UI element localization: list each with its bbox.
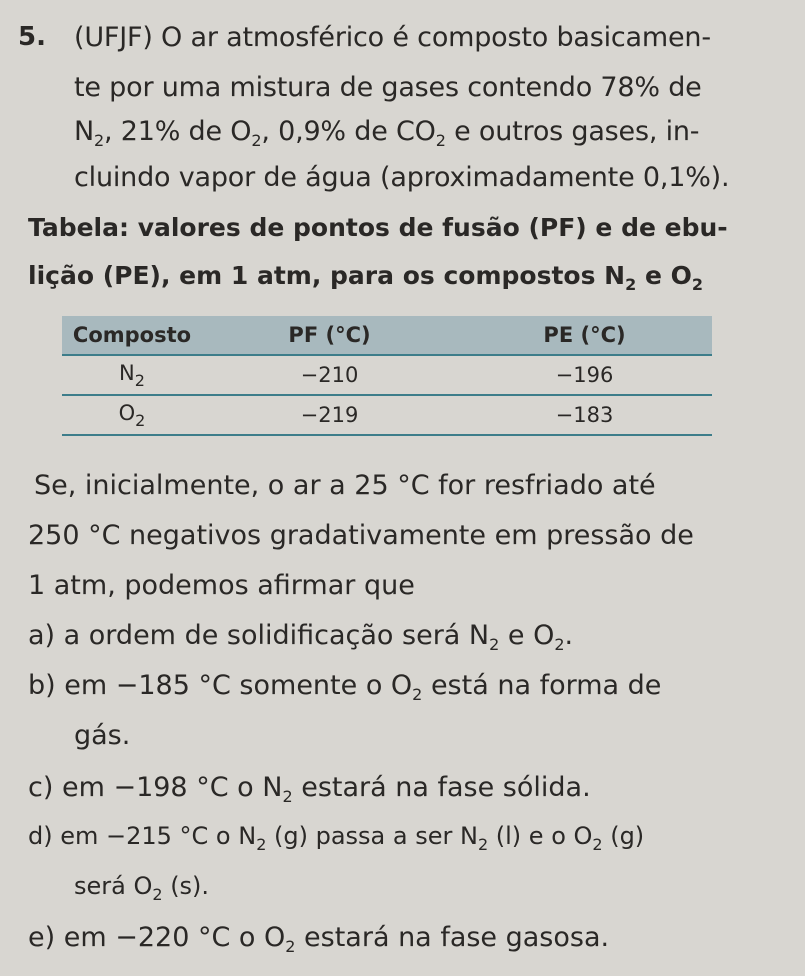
statement-line-1: Se, inicialmente, o ar a 25 °C for resfriado até — [34, 470, 656, 501]
option-a: a) a ordem de solidificação será $N_2$ e $O_2$. — [28, 620, 574, 654]
option-d-continuation: será $O_2$ (s). — [74, 872, 210, 904]
question-number: 5. — [18, 22, 46, 52]
melting-boiling-table — [62, 316, 712, 436]
intro-line-1: (UFJF) O ar atmosférico é composto basicamen- — [74, 22, 711, 53]
compound-cell: $O_2$ — [118, 400, 146, 430]
pf-cell: −219 — [300, 403, 359, 427]
table-title-line-1: Tabela: valores de pontos de fusão (PF) e de ebu- — [28, 213, 728, 242]
statement-line-2: 250 °C negativos gradativamente em pressão de — [28, 520, 694, 551]
header-composto: Composto — [72, 323, 192, 347]
pf-cell: −210 — [300, 363, 359, 387]
table-row — [62, 395, 712, 435]
header-pf: PF (°C) — [288, 323, 371, 347]
intro-line-4: cluindo vapor de água (aproximadamente 0,1%). — [74, 162, 730, 193]
header-pe: PE (°C) — [543, 323, 626, 347]
table-header-row — [62, 316, 712, 355]
option-d: d) em −215 °C o $N_2$ (g) passa a ser $N_2$ (l) e o $O_2$ (g) — [28, 822, 645, 854]
option-b: b) em −185 °C somente o $O_2$ está na forma de — [28, 670, 662, 704]
statement-line-3: 1 atm, podemos afirmar que — [28, 570, 415, 601]
intro-line-2: te por uma mistura de gases contendo 78% de — [74, 72, 702, 103]
option-b-continuation: gás. — [74, 720, 131, 751]
compound-cell: $N_2$ — [119, 360, 145, 390]
pe-cell: −183 — [555, 403, 614, 427]
option-c: c) em −198 °C o $N_2$ estará na fase sólida. — [28, 772, 591, 806]
option-e: e) em −220 °C o $O_2$ estará na fase gasosa. — [28, 922, 610, 956]
pe-cell: −196 — [555, 363, 614, 387]
intro-line-3: $N_2$, 21% de $O_2$, 0,9% de $CO_2$ e outros gases, in- — [74, 116, 700, 150]
table-title-line-2: lição (PE), em 1 atm, para os compostos $N_2$ e $O_2$ — [28, 261, 704, 294]
table-row — [62, 355, 712, 395]
